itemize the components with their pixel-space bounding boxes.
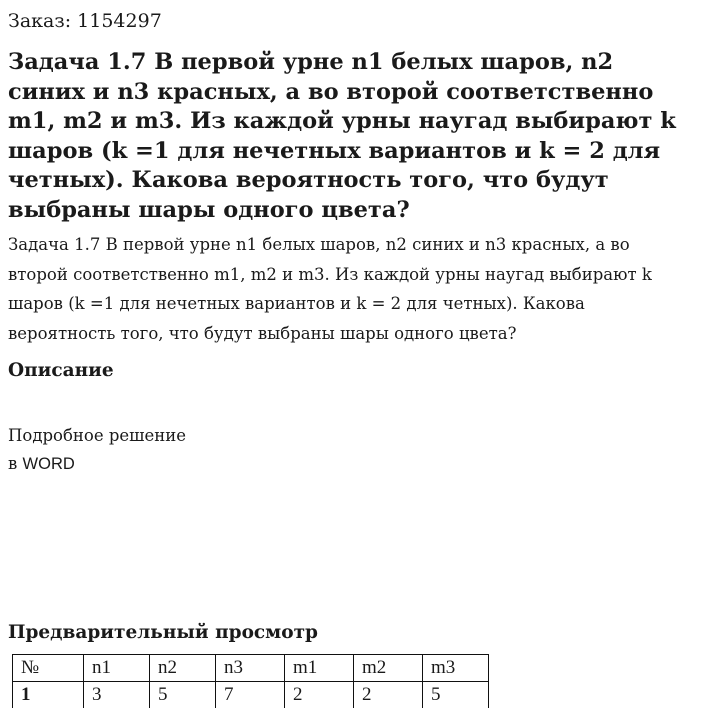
- order-number: Заказ: 1154297: [8, 10, 162, 32]
- table-cell: 2: [354, 682, 423, 709]
- table-cell: 3: [84, 682, 150, 709]
- table-cell: 2: [285, 682, 354, 709]
- table-header-cell: №: [13, 655, 84, 682]
- table-header-cell: m2: [354, 655, 423, 682]
- table-row: [13, 682, 489, 709]
- solution-line-2: [8, 450, 186, 478]
- task-title: Задача 1.7 В первой урне n1 белых шаров, n2 синих и n3 красных, а во второй соответственно m1, m2 и m3. Из каждой урны наугад выбирают k шаров (k =1 для нечетных вариантов и k = 2 для четных). Какова вероятность того, что будут выбраны шары одного цвета?: [8, 49, 676, 223]
- table-cell: 5: [423, 682, 489, 709]
- table-cell: 5: [150, 682, 216, 709]
- table-header-cell: n3: [216, 655, 285, 682]
- preview-table: [12, 654, 489, 708]
- table-header-cell: m1: [285, 655, 354, 682]
- table-cell: 7: [216, 682, 285, 709]
- table-header-cell: n1: [84, 655, 150, 682]
- solution-info: [8, 422, 186, 478]
- solution-line-1: Подробное решение: [8, 426, 187, 445]
- table-header-cell: n2: [150, 655, 216, 682]
- task-description: Задача 1.7 В первой урне n1 белых шаров, n2 синих и n3 красных, а во второй соответственно m1, m2 и m3. Из каждой урны наугад выбирают k шаров (k =1 для нечетных вариантов и k = 2 для четных). Какова вероятность того, что будут выбраны шары одного цвета?: [8, 235, 652, 343]
- table-header-row: [13, 655, 489, 682]
- solution-line-2-prefix: в: [8, 454, 23, 473]
- table-header-cell: m3: [423, 655, 489, 682]
- table-cell: 1: [13, 682, 84, 709]
- description-heading: Описание: [8, 360, 114, 381]
- solution-format: WORD: [22, 455, 75, 473]
- preview-heading: Предварительный просмотр: [8, 622, 318, 643]
